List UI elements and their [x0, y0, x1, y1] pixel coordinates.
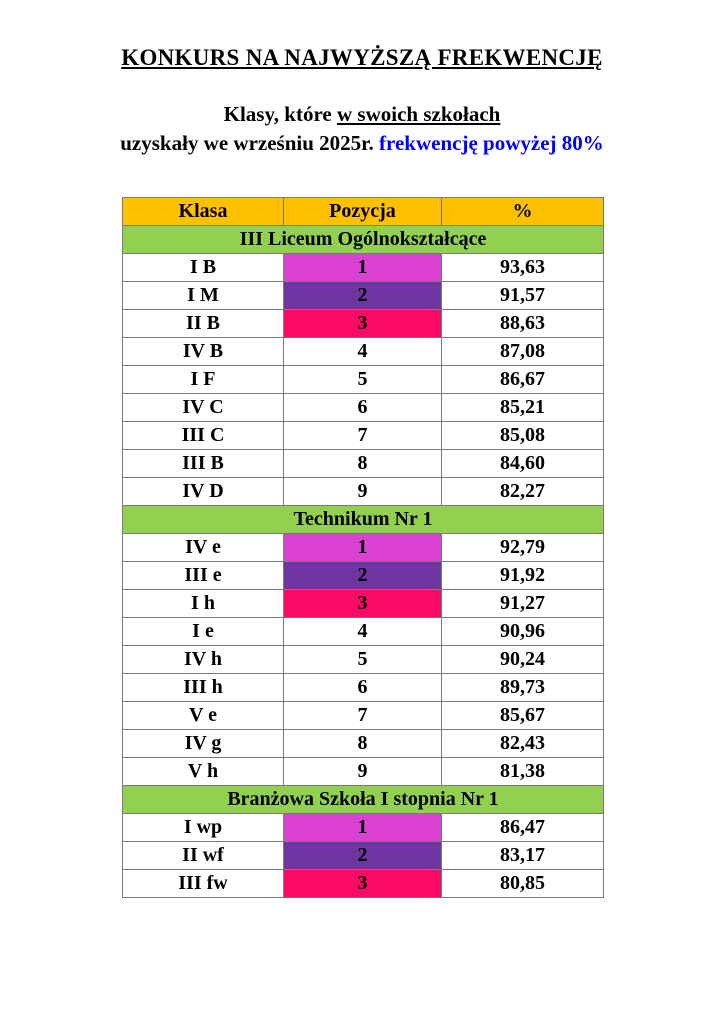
class-name-cell: V e [123, 702, 284, 730]
position-cell: 8 [284, 450, 442, 478]
class-name-cell: I e [123, 618, 284, 646]
class-name-cell: I F [123, 366, 284, 394]
column-header-klasa: Klasa [123, 198, 284, 226]
position-cell: 1 [284, 254, 442, 282]
section-title: Branżowa Szkoła I stopnia Nr 1 [123, 786, 604, 814]
attendance-table [122, 197, 604, 898]
column-header-percent: % [442, 198, 604, 226]
table-row [123, 590, 604, 618]
table-row [123, 366, 604, 394]
percent-cell: 82,43 [442, 730, 604, 758]
class-name-cell: III C [123, 422, 284, 450]
table-row [123, 338, 604, 366]
position-cell: 4 [284, 338, 442, 366]
percent-cell: 82,27 [442, 478, 604, 506]
table-row [123, 254, 604, 282]
percent-cell: 84,60 [442, 450, 604, 478]
section-header-row [123, 786, 604, 814]
class-name-cell: V h [123, 758, 284, 786]
percent-cell: 89,73 [442, 674, 604, 702]
table-row [123, 618, 604, 646]
class-name-cell: III B [123, 450, 284, 478]
section-title: III Liceum Ogólnokształcące [123, 226, 604, 254]
table-row [123, 870, 604, 898]
percent-cell: 86,47 [442, 814, 604, 842]
percent-cell: 91,92 [442, 562, 604, 590]
percent-cell: 90,24 [442, 646, 604, 674]
table-row [123, 730, 604, 758]
percent-cell: 83,17 [442, 842, 604, 870]
table-row [123, 814, 604, 842]
class-name-cell: I B [123, 254, 284, 282]
table-row [123, 646, 604, 674]
page-title-text: KONKURS NA NAJWYŻSZĄ FREKWENCJĘ [121, 45, 603, 70]
position-cell: 6 [284, 674, 442, 702]
position-cell: 7 [284, 702, 442, 730]
subtitle-line2-blue-highlight: frekwencję powyżej 80% [379, 131, 604, 155]
class-name-cell: I h [123, 590, 284, 618]
position-cell: 9 [284, 478, 442, 506]
table-header-row [123, 198, 604, 226]
percent-cell: 85,21 [442, 394, 604, 422]
position-cell: 2 [284, 842, 442, 870]
percent-cell: 80,85 [442, 870, 604, 898]
class-name-cell: II B [123, 310, 284, 338]
position-cell: 3 [284, 590, 442, 618]
percent-cell: 85,67 [442, 702, 604, 730]
section-header-row [123, 506, 604, 534]
class-name-cell: I wp [123, 814, 284, 842]
table-row [123, 674, 604, 702]
percent-cell: 92,79 [442, 534, 604, 562]
percent-cell: 93,63 [442, 254, 604, 282]
table-row [123, 450, 604, 478]
class-name-cell: I M [123, 282, 284, 310]
table-row [123, 842, 604, 870]
table-row [123, 282, 604, 310]
subtitle-line-2 [0, 129, 724, 158]
class-name-cell: IV B [123, 338, 284, 366]
section-title: Technikum Nr 1 [123, 506, 604, 534]
percent-cell: 91,27 [442, 590, 604, 618]
position-cell: 1 [284, 534, 442, 562]
section-header-row [123, 226, 604, 254]
percent-cell: 90,96 [442, 618, 604, 646]
class-name-cell: III h [123, 674, 284, 702]
column-header-pozycja: Pozycja [284, 198, 442, 226]
subtitle-line-1 [0, 100, 724, 129]
position-cell: 3 [284, 870, 442, 898]
percent-cell: 87,08 [442, 338, 604, 366]
position-cell: 7 [284, 422, 442, 450]
table-row [123, 758, 604, 786]
position-cell: 1 [284, 814, 442, 842]
table-row [123, 534, 604, 562]
table-row [123, 310, 604, 338]
class-name-cell: IV C [123, 394, 284, 422]
attendance-table-body [123, 226, 604, 898]
position-cell: 5 [284, 646, 442, 674]
subtitle-line2-black: uzyskały we wrześniu 2025r. [120, 131, 380, 155]
class-name-cell: IV e [123, 534, 284, 562]
position-cell: 3 [284, 310, 442, 338]
table-row [123, 562, 604, 590]
position-cell: 2 [284, 282, 442, 310]
class-name-cell: II wf [123, 842, 284, 870]
class-name-cell: III e [123, 562, 284, 590]
percent-cell: 86,67 [442, 366, 604, 394]
table-row [123, 422, 604, 450]
subtitle-line1-underlined: w swoich szkołach [337, 102, 501, 126]
class-name-cell: IV g [123, 730, 284, 758]
percent-cell: 81,38 [442, 758, 604, 786]
position-cell: 5 [284, 366, 442, 394]
class-name-cell: IV D [123, 478, 284, 506]
table-row [123, 702, 604, 730]
subtitle-line1-prefix: Klasy, które [223, 102, 337, 126]
percent-cell: 88,63 [442, 310, 604, 338]
position-cell: 2 [284, 562, 442, 590]
percent-cell: 85,08 [442, 422, 604, 450]
table-row [123, 478, 604, 506]
class-name-cell: III fw [123, 870, 284, 898]
percent-cell: 91,57 [442, 282, 604, 310]
table-row [123, 394, 604, 422]
class-name-cell: IV h [123, 646, 284, 674]
position-cell: 8 [284, 730, 442, 758]
position-cell: 9 [284, 758, 442, 786]
page-subtitle [0, 100, 724, 158]
position-cell: 6 [284, 394, 442, 422]
page-title [0, 0, 724, 71]
position-cell: 4 [284, 618, 442, 646]
